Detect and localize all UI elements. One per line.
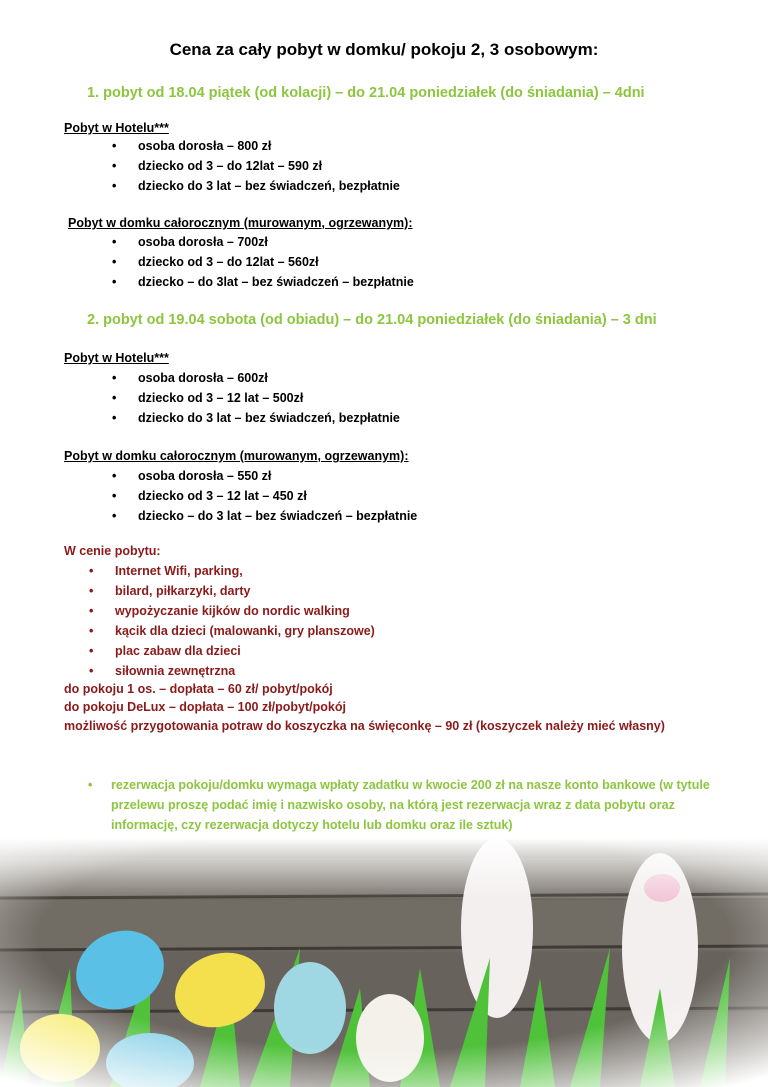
list-item: • kącik dla dzieci (malowanki, gry planszowe)	[89, 621, 375, 641]
list-item: • dziecko od 3 – do 12lat – 590 zł	[112, 156, 400, 176]
included-list	[89, 561, 375, 681]
reservation-note-text: rezerwacja pokoju/domku wymaga wpłaty zadatku w kwocie 200 zł na nasze konto bankowe (w tytule przelewu proszę podać imię i nazwisko osoby, na którą jest rezerwacja wraz z data pobytu oraz informację, czy rezerwacja dotyczy hotelu lub domku oraz ile sztuk)	[111, 778, 710, 832]
single-room-surcharge: do pokoju 1 os. – dopłata – 60 zł/ pobyt/pokój	[64, 682, 333, 696]
reservation-note: • rezerwacja pokoju/domku wymaga wpłaty zadatku w kwocie 200 zł na nasze konto bankowe (w tytule przelewu proszę podać imię i nazwisko osoby, na którą jest rezerwacja wraz z data pobytu oraz informację, czy rezerwacja dotyczy hotelu lub domku oraz ile sztuk)	[88, 775, 738, 835]
page-title: Cena za cały pobyt w domku/ pokoju 2, 3 osobowym:	[169, 40, 599, 59]
list-item: • dziecko – do 3 lat – bez świadczeń – bezpłatnie	[112, 506, 417, 526]
easter-eggs-photo	[0, 838, 768, 1087]
list-item: • plac zabaw dla dzieci	[89, 641, 375, 661]
delux-room-surcharge: do pokoju DeLux – dopłata – 100 zł/pobyt/pokój	[64, 700, 346, 714]
list-item: • dziecko od 3 – do 12lat – 560zł	[112, 252, 414, 272]
section-2-heading: 2. pobyt od 19.04 sobota (od obiadu) – do 21.04 poniedziałek (do śniadania) – 3 dni	[87, 312, 657, 328]
list-item: • dziecko do 3 lat – bez świadczeń, bezpłatnie	[112, 176, 400, 196]
list-item: • osoba dorosła – 550 zł	[112, 466, 417, 486]
section-2-cottage-list	[112, 466, 417, 526]
section-1-cottage-label: Pobyt w domku całorocznym (murowanym, ogrzewanym):	[68, 216, 413, 230]
list-item: • dziecko od 3 – 12 lat – 450 zł	[112, 486, 417, 506]
list-item: • dziecko do 3 lat – bez świadczeń, bezpłatnie	[112, 408, 400, 428]
section-2-hotel-label: Pobyt w Hotelu***	[64, 351, 169, 365]
basket-offer: możliwość przygotowania potraw do koszyczka na święconkę – 90 zł (koszyczek należy mieć własny)	[64, 719, 665, 733]
section-1-hotel-label: Pobyt w Hotelu***	[64, 121, 169, 135]
section-2-hotel-list	[112, 368, 400, 428]
list-item: • wypożyczanie kijków do nordic walking	[89, 601, 375, 621]
section-1-hotel-list	[112, 136, 400, 196]
section-1-cottage-list	[112, 232, 414, 292]
list-item: • dziecko od 3 – 12 lat – 500zł	[112, 388, 400, 408]
section-2-cottage-label: Pobyt w domku całorocznym (murowanym, ogrzewanym):	[64, 449, 409, 463]
included-label: W cenie pobytu:	[64, 544, 161, 558]
list-item: • osoba dorosła – 700zł	[112, 232, 414, 252]
list-item: • Internet Wifi, parking,	[89, 561, 375, 581]
list-item: • siłownia zewnętrzna	[89, 661, 375, 681]
list-item: • bilard, piłkarzyki, darty	[89, 581, 375, 601]
list-item: • osoba dorosła – 600zł	[112, 368, 400, 388]
list-item: • dziecko – do 3lat – bez świadczeń – bezpłatnie	[112, 272, 414, 292]
list-item: • osoba dorosła – 800 zł	[112, 136, 400, 156]
section-1-heading: 1. pobyt od 18.04 piątek (od kolacji) – do 21.04 poniedziałek (do śniadania) – 4dni	[87, 85, 645, 101]
